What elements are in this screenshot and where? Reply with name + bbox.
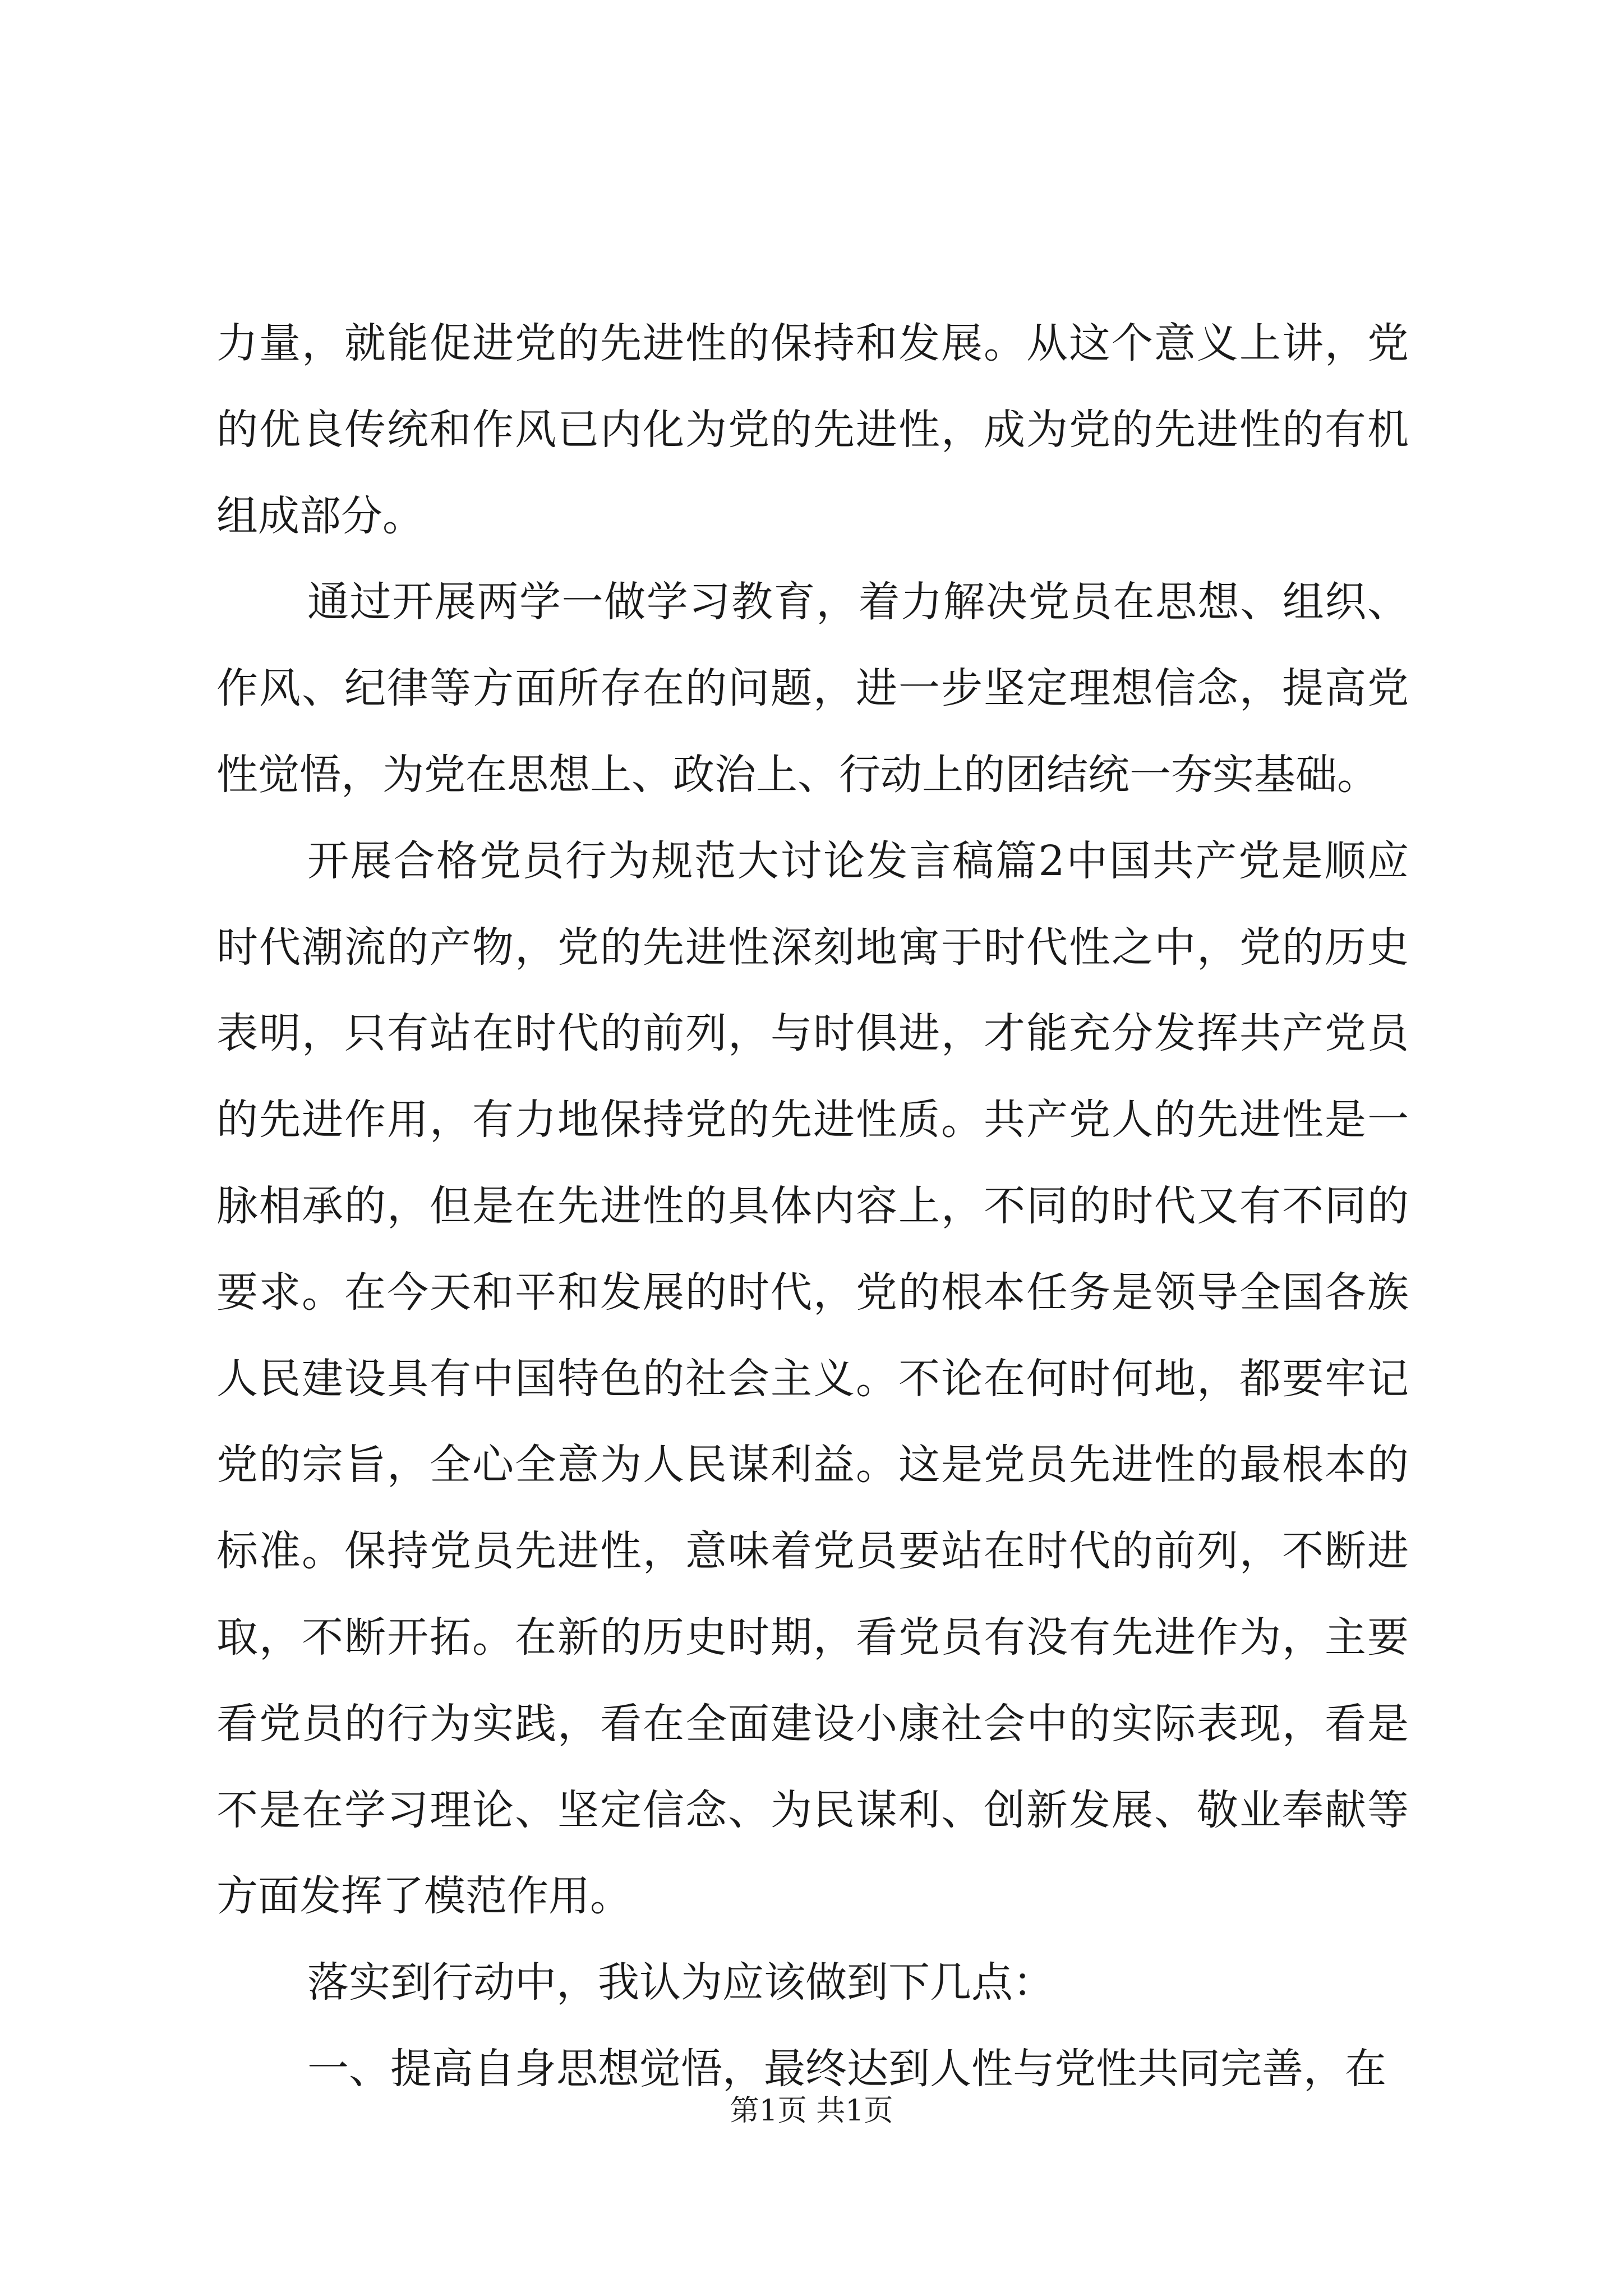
page-footer: 第1页 共1页: [730, 2094, 893, 2128]
body-text: [216, 301, 1409, 2113]
paragraph-3: 开展合格党员行为规范大讨论发言稿篇2中国共产党是顺应时代潮流的产物，党的先进性深刻地寓于时代性之中，党的历史表明，只有站在时代的前列，与时俱进，才能充分发挥共产党员的先进作用，有力地保持党的先进性质。共产党人的先进性是一脉相承的，但是在先进性的具体内容上，不同的时代又有不同的要求。在今天和平和发展的时代，党的根本任务是领导全国各族人民建设具有中国特色的社会主义。不论在何时何地，都要牢记党的宗旨，全心全意为人民谋利益。这是党员先进性的最根本的标准。保持党员先进性，意味着党员要站在时代的前列，不断进取，不断开拓。在新的历史时期，看党员有没有先进作为，主要看党员的行为实践，看在全面建设小康社会中的实际表现，看是不是在学习理论、坚定信念、为民谋利、创新发展、敬业奉献等方面发挥了模范作用。: [216, 836, 1409, 1921]
paragraph-5: 一、提高自身思想觉悟，最终达到人性与党性共同完善，在: [307, 2044, 1386, 2093]
paragraph-2: 通过开展两学一做学习教育，着力解决党员在思想、组织、作风、纪律等方面所存在的问题，进一步坚定理想信念，提高党性觉悟，为党在思想上、政治上、行动上的团结统一夯实基础。: [216, 578, 1409, 799]
paragraph-1: 力量，就能促进党的先进性的保持和发展。从这个意义上讲，党的优良传统和作风已内化为党的先进性，成为党的先进性的有机组成部分。: [216, 319, 1409, 540]
paragraph-4: 落实到行动中，我认为应该做到下几点：: [307, 1958, 1054, 2007]
